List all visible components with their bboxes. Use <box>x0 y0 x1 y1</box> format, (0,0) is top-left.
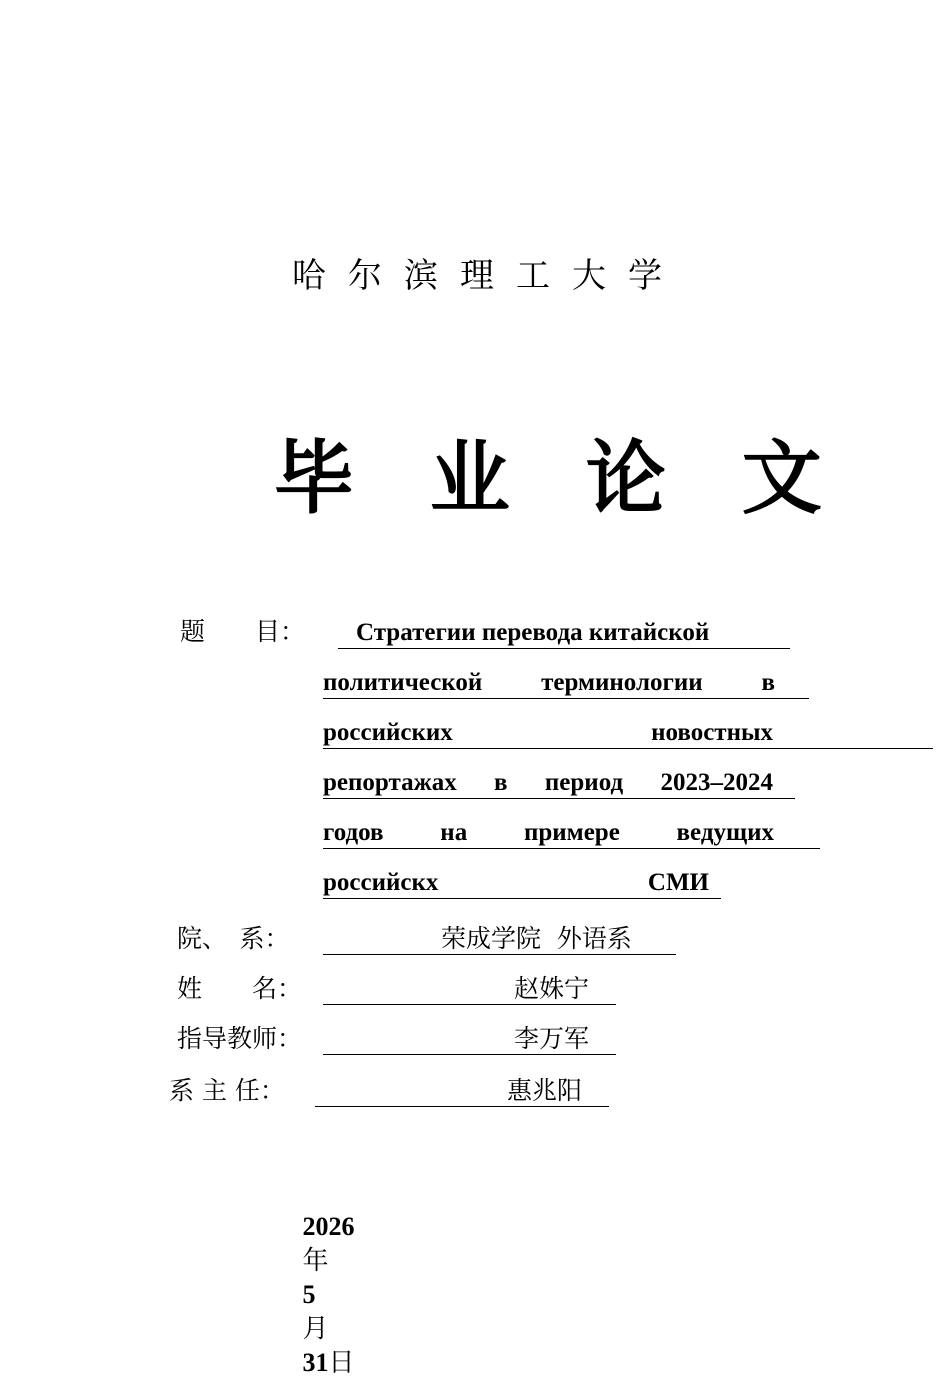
title-word: на <box>440 819 468 846</box>
title-line-6 <box>323 868 721 899</box>
title-word: примере <box>523 819 620 846</box>
title-word: период <box>544 769 624 796</box>
thesis-heading-char: 论 <box>585 432 666 525</box>
title-word: СМИ <box>647 869 709 896</box>
advisor-label: 指导教师： <box>177 1024 303 1053</box>
thesis-heading <box>218 335 822 527</box>
title-label: 题 目： <box>180 617 306 646</box>
name-value: 赵姝宁 <box>514 974 590 1003</box>
title-line-5 <box>323 818 820 849</box>
university-name: 哈尔滨理工大学 <box>292 256 684 296</box>
name-field <box>323 974 616 1005</box>
title-word: ведущих <box>676 819 774 846</box>
title-word: в <box>761 669 775 696</box>
advisor-value: 李万军 <box>514 1024 590 1053</box>
title-line-1 <box>338 618 790 649</box>
date-year: 2026 <box>302 1212 355 1241</box>
title-line-3 <box>323 718 933 749</box>
title-word: в <box>494 769 508 796</box>
department-value: 荣成学院 外语系 <box>441 924 632 953</box>
date-day: 31 <box>302 1348 329 1377</box>
title-word: 2023–2024 <box>660 769 773 796</box>
title-word: политической <box>323 669 483 696</box>
title-line-2 <box>323 668 809 699</box>
date-month: 5 <box>302 1280 316 1309</box>
director-label: 系 主 任： <box>169 1076 285 1105</box>
date-month-unit: 月 <box>302 1314 329 1344</box>
director-field <box>315 1076 609 1107</box>
thesis-heading-char: 毕 <box>273 432 354 525</box>
title-word: годов <box>323 819 384 846</box>
submission-date <box>286 1176 355 1380</box>
title-word: российских <box>323 719 453 746</box>
director-value: 惠兆阳 <box>507 1076 583 1105</box>
department-field <box>323 924 676 955</box>
thesis-heading-char: 业 <box>429 432 510 525</box>
title-word: российскх <box>323 869 439 896</box>
thesis-heading-char: 文 <box>741 432 822 525</box>
name-label: 姓 名： <box>177 974 303 1003</box>
title-word: терминологии <box>541 669 703 696</box>
date-day-unit: 日 <box>328 1348 355 1378</box>
title-word: новостных <box>651 719 773 746</box>
advisor-field <box>323 1024 616 1055</box>
title-line-1-text: Стратегии перевода китайской <box>356 619 710 646</box>
title-word: репортажах <box>323 769 457 796</box>
date-year-unit: 年 <box>302 1246 329 1276</box>
department-label: 院、 系： <box>177 924 290 953</box>
title-line-4 <box>323 768 795 799</box>
